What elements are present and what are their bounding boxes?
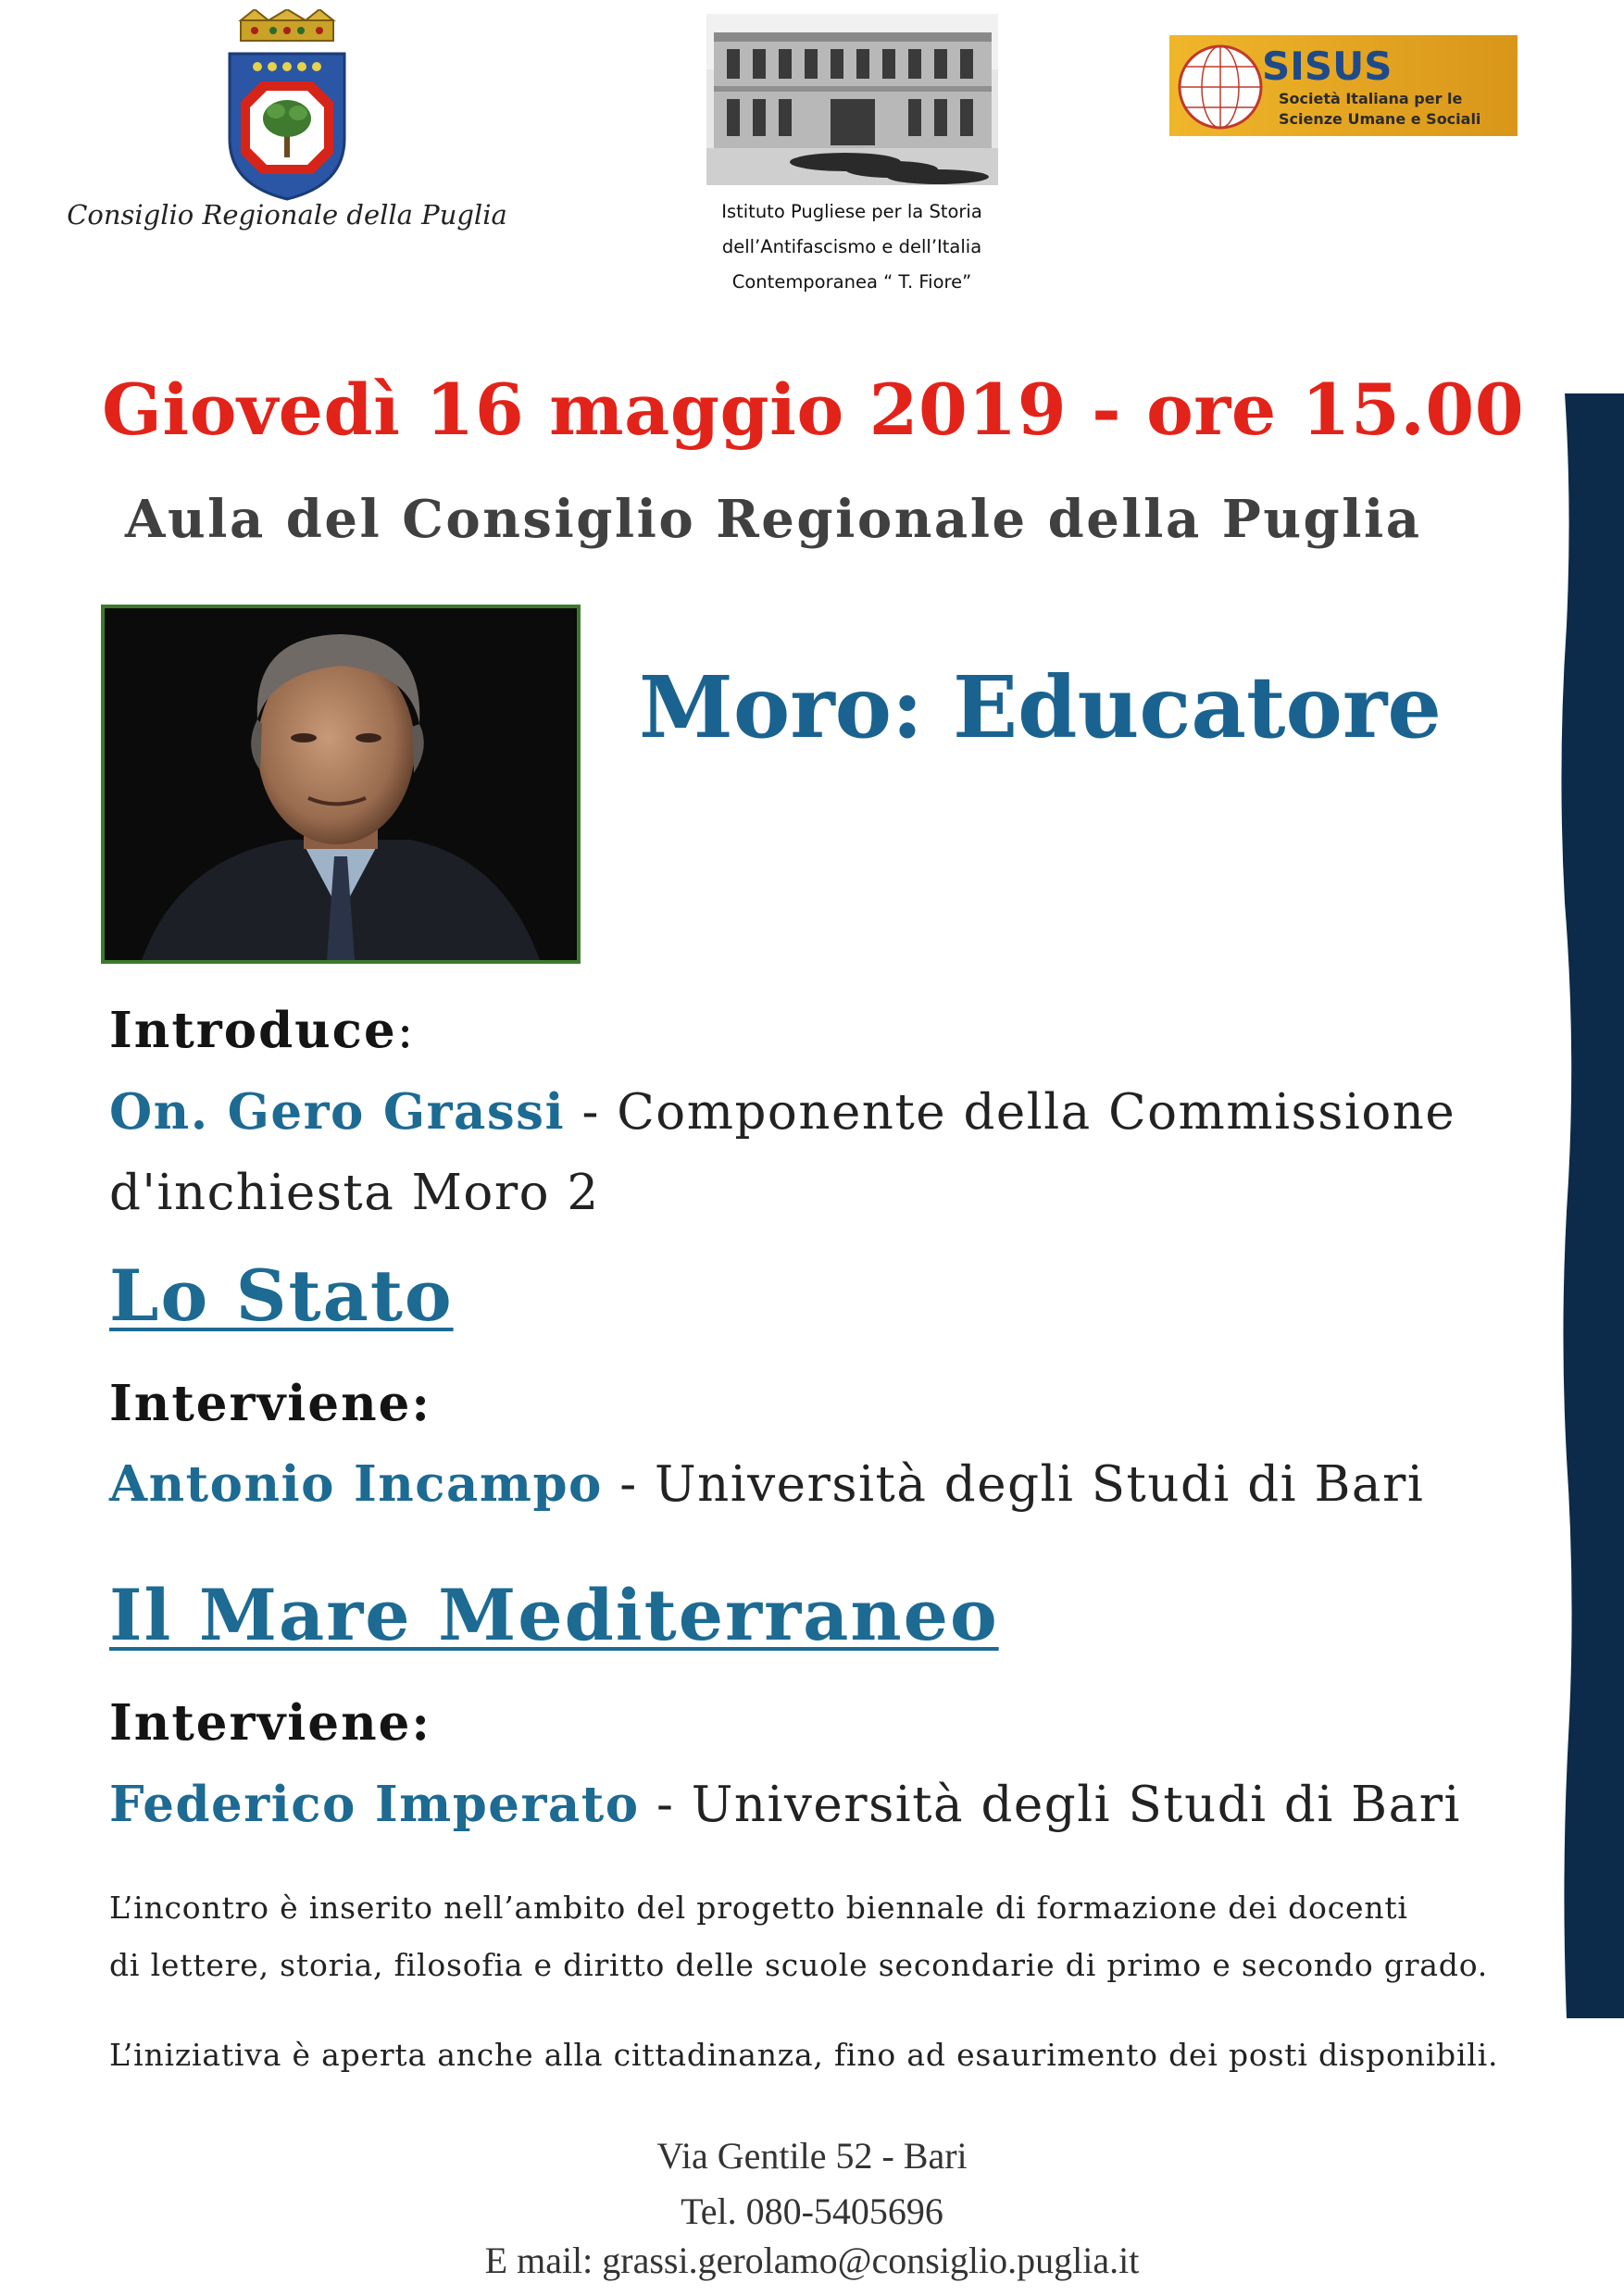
- portrait-photo: [101, 605, 581, 964]
- section-title-mare-mediterraneo: Il Mare Mediterraneo: [109, 1574, 999, 1656]
- consiglio-regionale-logo: [65, 9, 509, 259]
- portrait-figure: [105, 608, 577, 960]
- contact-phone: Tel. 080-5405696: [681, 2190, 943, 2232]
- center-caption-line-1: Istituto Pugliese per la Storia: [721, 201, 982, 222]
- intro-speaker-name: On. Gero Grassi: [109, 1083, 566, 1141]
- event-venue: Aula del Consiglio Regionale della Puglia: [125, 489, 1422, 550]
- event-date-time: Giovedì 16 maggio 2019 - ore 15.00: [102, 368, 1525, 451]
- intro-speaker-line-1: [109, 1083, 1455, 1141]
- section2-interviene-label: Interviene:: [109, 1694, 431, 1752]
- regional-coat-of-arms-icon: [213, 9, 361, 204]
- section1-speaker-name: Antonio Incampo: [109, 1455, 603, 1513]
- contact-email: E mail: grassi.gerolamo@consiglio.puglia.it: [484, 2240, 1140, 2281]
- intro-speaker-role: - Componente della Commissione: [565, 1084, 1456, 1141]
- note-line-2: di lettere, storia, filosofia e diritto delle scuole secondarie di primo e secondo grado.: [109, 1947, 1489, 1983]
- intro-speaker-role-continued: d'inchiesta Moro 2: [109, 1165, 600, 1221]
- center-caption-line-3: Contemporanea “ T. Fiore”: [731, 271, 972, 293]
- note-line-1: L’incontro è inserito nell’ambito del progetto biennale di formazione dei docenti: [109, 1890, 1408, 1926]
- note-line-3: L’iniziativa è aperta anche alla cittadinanza, fino ad esaurimento dei posti disponibili.: [109, 2037, 1499, 2073]
- section1-speaker-line: [109, 1455, 1424, 1513]
- section2-speaker-line: [109, 1776, 1461, 1833]
- sisus-logo-subtitle-2: Scienze Umane e Sociali: [1279, 110, 1481, 128]
- historic-building-photo: [706, 14, 998, 185]
- section1-speaker-role: - Università degli Studi di Bari: [602, 1456, 1425, 1513]
- introduce-label-row: [109, 1002, 416, 1059]
- decorative-ribbon: [1557, 393, 1624, 2018]
- sisus-logo-title: SISUS: [1262, 44, 1393, 89]
- introduce-label: Introduce: [109, 1002, 397, 1059]
- section2-speaker-role: - Università degli Studi di Bari: [639, 1777, 1461, 1833]
- section2-speaker-name: Federico Imperato: [109, 1776, 640, 1833]
- center-caption-line-2: dell’Antifascismo e dell’Italia: [721, 236, 982, 257]
- introduce-colon: :: [396, 1003, 416, 1059]
- section1-interviene-label: Interviene:: [109, 1375, 431, 1432]
- sisus-logo: [1169, 35, 1518, 136]
- section-title-lo-stato: Lo Stato: [109, 1254, 454, 1337]
- left-logo-caption: Consiglio Regionale della Puglia: [67, 199, 507, 231]
- center-logo-caption: [681, 194, 1023, 300]
- contact-address: Via Gentile 52 - Bari: [656, 2135, 968, 2177]
- istituto-pugliese-logo: [681, 14, 1023, 301]
- sisus-logo-subtitle-1: Società Italiana per le: [1279, 90, 1463, 107]
- event-title: Moro: Educatore: [639, 657, 1442, 757]
